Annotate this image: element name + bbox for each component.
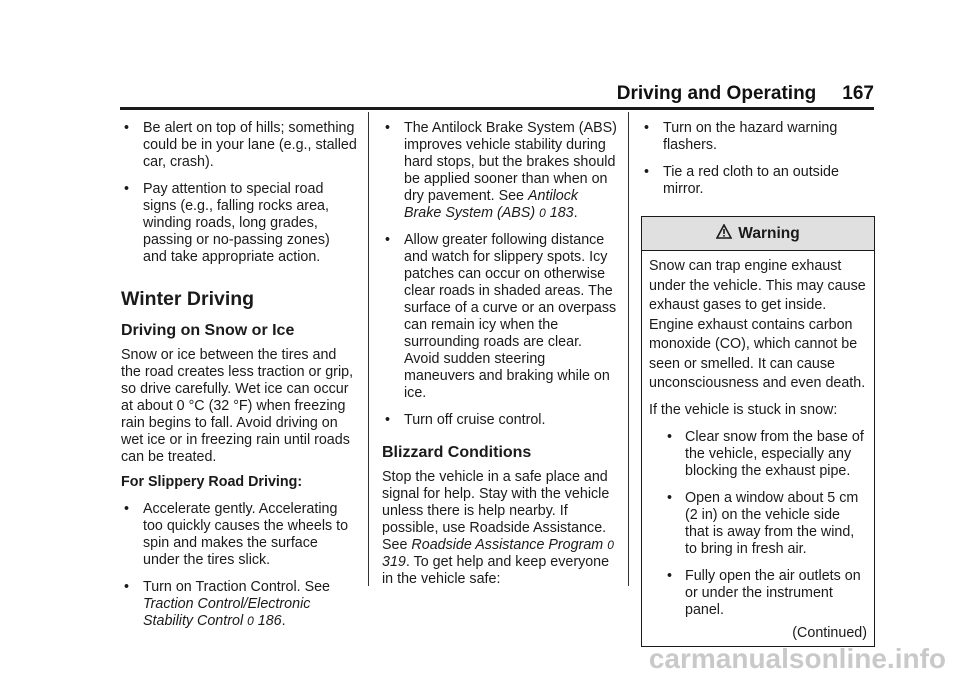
list-item: • Tie a red cloth to an outside mirror.	[641, 164, 875, 198]
warning-header	[642, 217, 874, 251]
list-item: • Allow greater following distance and watch for slippery spots. Icy patches can occur on otherwise clear roads in shaded areas. The surface of a curve or an overpass can remain icy when the surrounding roads are clear. Avoid sudden steering maneuvers and braking while on ice.	[382, 232, 618, 402]
subheading: Driving on Snow or Ice	[121, 322, 295, 339]
cross-reference-link[interactable]: Antilock Brake System (ABS) 0 183	[404, 188, 579, 221]
cross-reference-link[interactable]: Traction Control/Electronic Stability Control 0 186	[143, 596, 311, 629]
paragraph: If the vehicle is stuck in snow:	[649, 401, 838, 418]
warning-title: Warning	[738, 225, 800, 242]
watermark: carmanualsonline.info	[648, 643, 946, 674]
subheading: Blizzard Conditions	[382, 444, 532, 461]
page-ref-icon: 0	[607, 538, 614, 552]
page-header	[120, 80, 874, 108]
list-item: • Be alert on top of hills; something could be in your lane (e.g., stalled car, crash).	[121, 120, 357, 171]
list-item: • Accelerate gently. Accelerating too quickly causes the wheels to spin and makes the surface under the tires slick.	[121, 501, 357, 569]
section-heading: Winter Driving	[121, 288, 255, 310]
column-middle	[382, 110, 618, 588]
cross-reference-link[interactable]: Roadside Assistance Program 0 319	[382, 537, 614, 570]
list-item: • Open a window about 5 cm (2 in) on the vehicle side that is away from the wind, to bring in fresh air.	[649, 490, 867, 558]
continued-label: (Continued)	[792, 624, 867, 641]
warning-box	[641, 216, 875, 647]
paragraph: Stop the vehicle in a safe place and signal for help. Stay with the vehicle unless there is help nearby. If possible, use Roadside Assistance. See Roadside Assistance Program 0 319. To get help and keep everyone in the vehicle safe:	[382, 469, 614, 587]
column-divider	[628, 112, 629, 586]
column-right	[641, 110, 875, 647]
list-item: • Clear snow from the base of the vehicle, especially any blocking the exhaust pipe.	[649, 429, 867, 480]
list-item: • Pay attention to special road signs (e.g., falling rocks area, winding roads, long grades, passing or no-passing zones) and take appropriate action.	[121, 181, 357, 266]
warning-body	[642, 251, 874, 646]
page-ref-icon: 0	[539, 206, 546, 220]
column-left	[121, 110, 357, 630]
list-item: • Turn off cruise control.	[382, 412, 618, 429]
column-divider	[368, 112, 369, 586]
list-item: • Turn on Traction Control. See Traction Control/Electronic Stability Control 0 186.	[121, 579, 357, 630]
chapter-title: Driving and Operating	[616, 83, 817, 104]
page-number: 167	[842, 83, 874, 104]
list-item: • Turn on the hazard warning flashers.	[641, 120, 875, 154]
list-item: • The Antilock Brake System (ABS) improves vehicle stability during hard stops, but the brakes should be applied sooner than when on dry pavement. See Antilock Brake System (ABS) 0 183.	[382, 120, 618, 222]
list-item: • Fully open the air outlets on or under the instrument panel.	[649, 568, 867, 619]
paragraph: Snow can trap engine exhaust under the vehicle. This may cause exhaust gases to get inside. Engine exhaust contains carbon monoxide (CO), which cannot be seen or smelled. It can cause unconsciousness and even death.	[649, 258, 866, 391]
warning-triangle-icon	[716, 224, 732, 243]
bold-label: For Slippery Road Driving:	[121, 474, 303, 490]
page-ref-icon: 0	[247, 614, 254, 628]
paragraph: Snow or ice between the tires and the road creates less traction or grip, so drive carefully. Wet ice can occur at about 0 °C (32 °F) when freezing rain begins to fall. Avoid driving on wet ice or in freezing rain until roads can be treated.	[121, 347, 354, 465]
